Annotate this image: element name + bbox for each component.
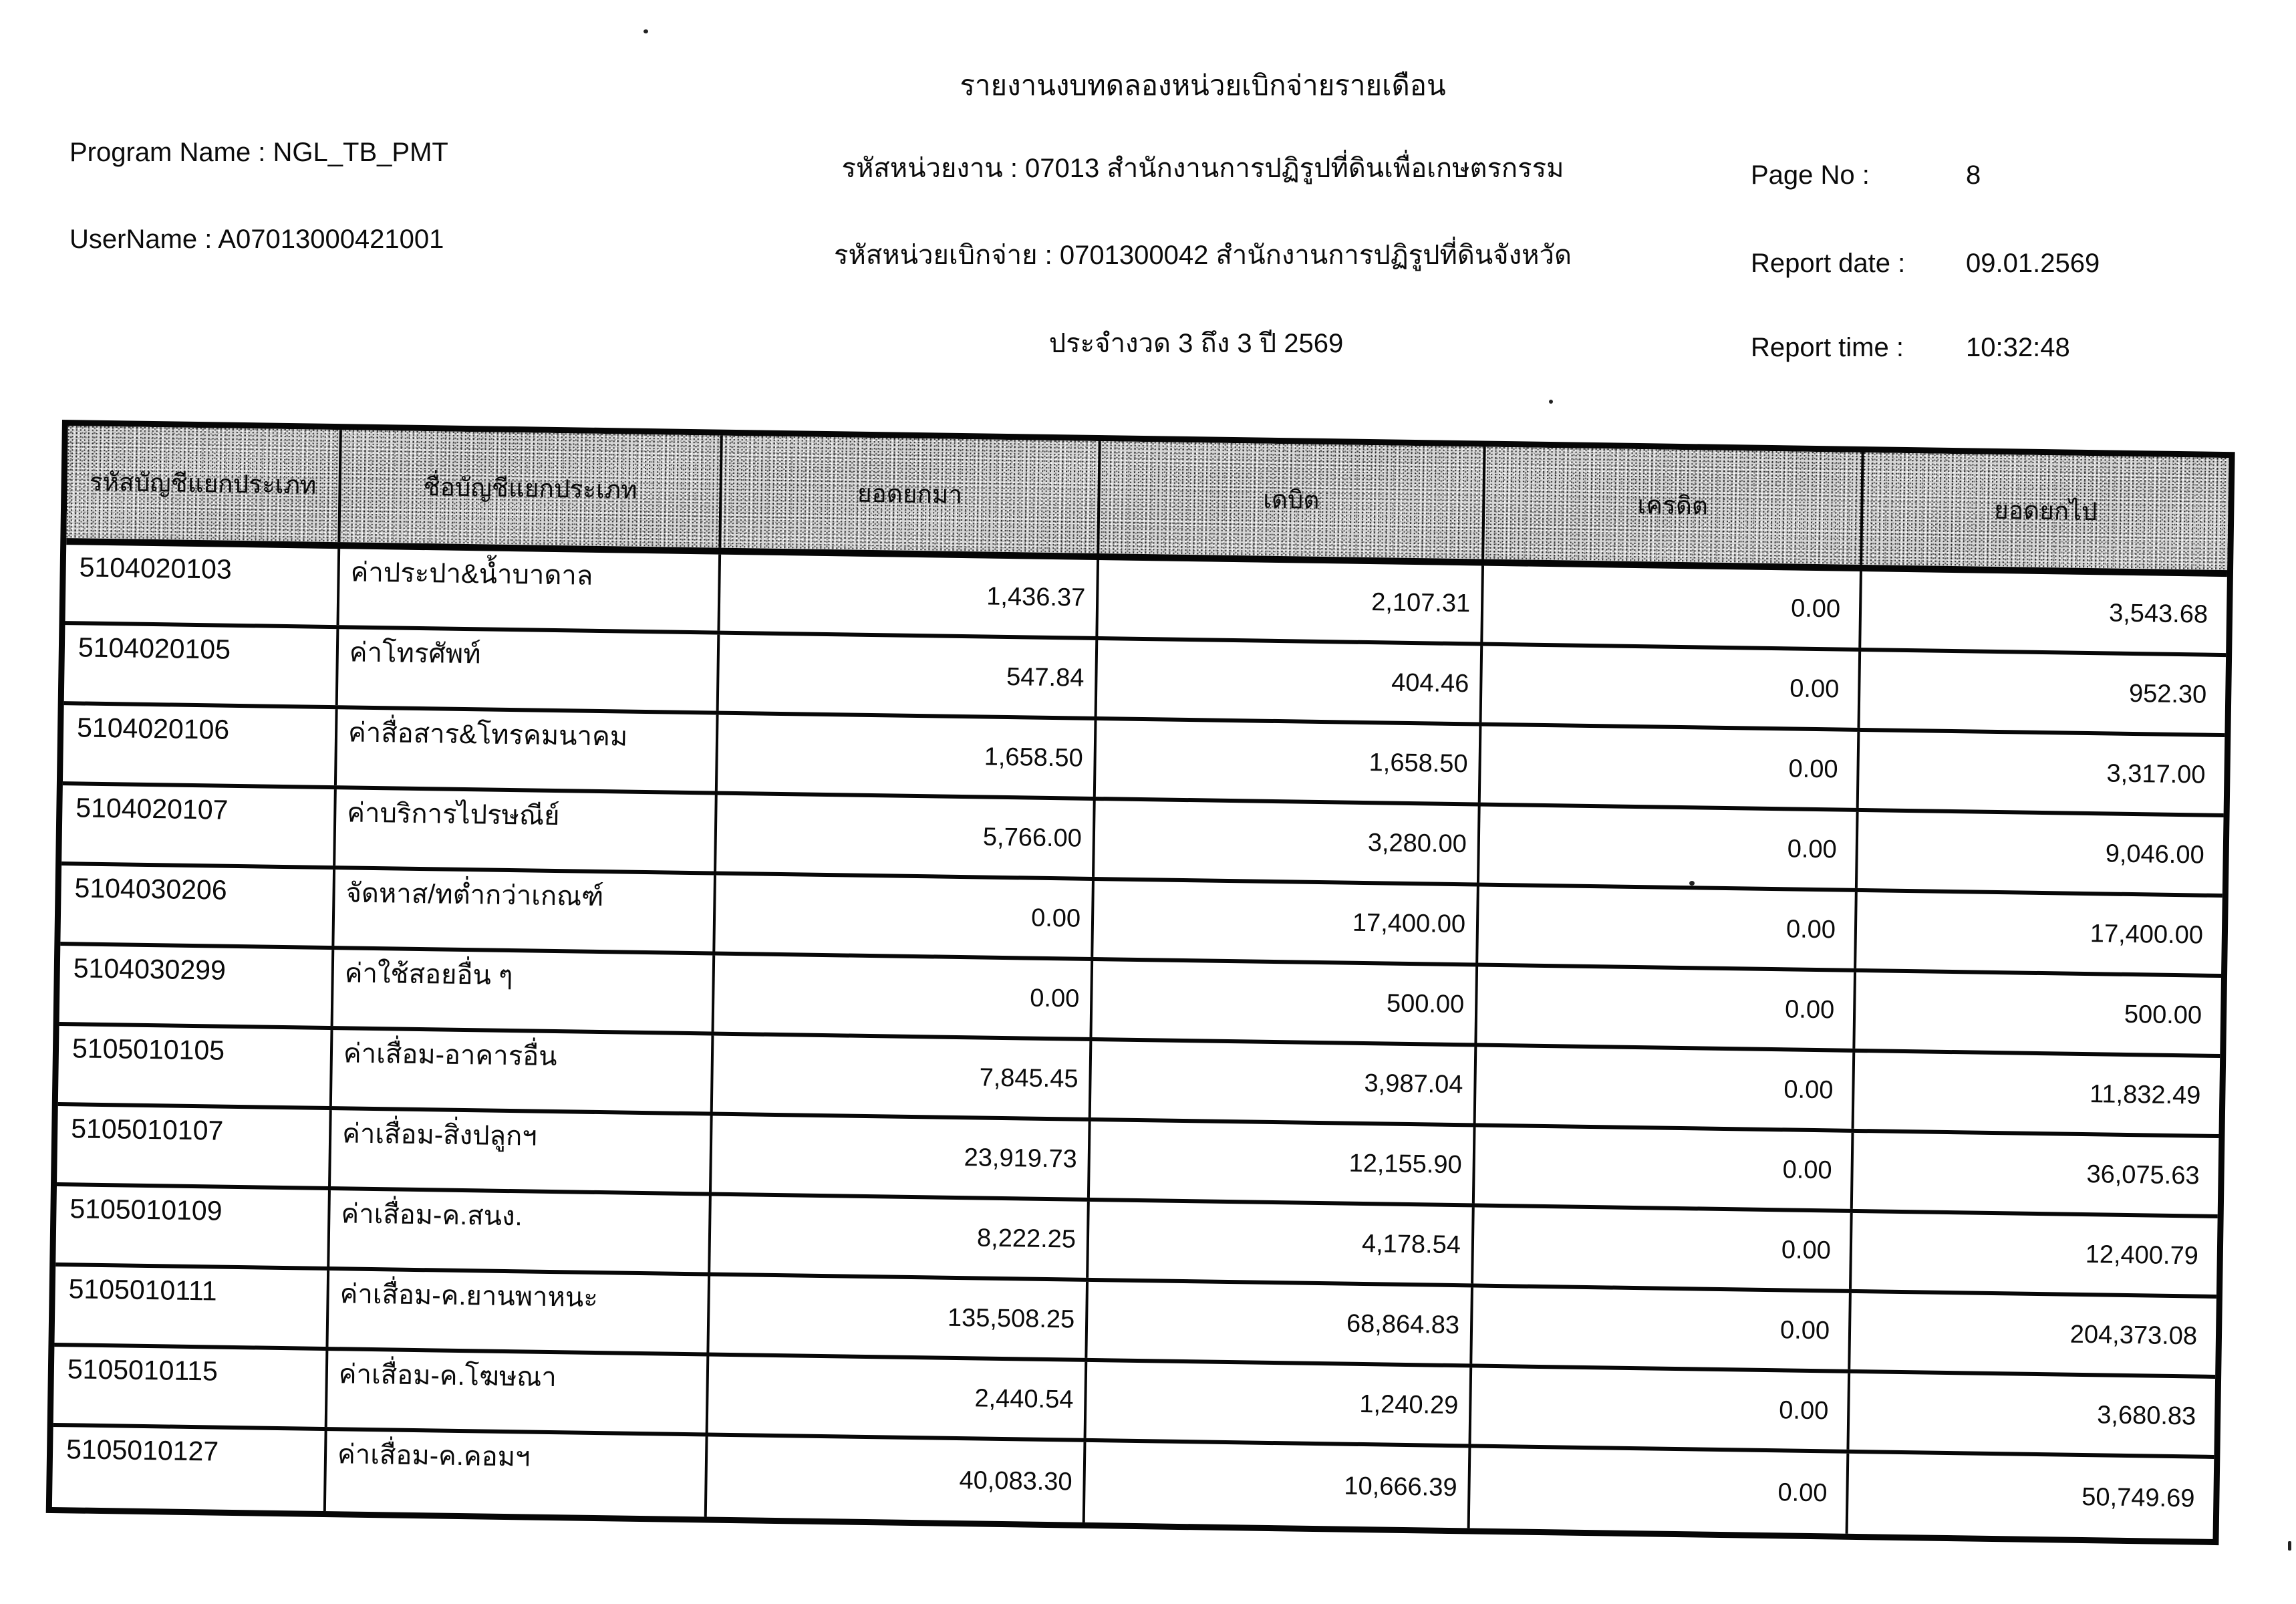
report-time-label: Report time : bbox=[1751, 333, 1904, 362]
account-code-cell: 5105010109 bbox=[55, 1186, 331, 1266]
account-name-cell: ค่าเสื่อม-ค.ยานพาหนะ bbox=[328, 1271, 710, 1352]
report-time-value: 10:32:48 bbox=[1966, 333, 2070, 362]
closing-balance-cell: 9,046.00 bbox=[2105, 839, 2205, 870]
agency-code-line: รหัสหน่วยงาน : 07013 สำนักงานการปฏิรูปที่ดินเพื่อเกษตรกรรม bbox=[841, 154, 1564, 183]
page-title: รายงานงบทดลองหน่วยเบิกจ่ายรายเดือน bbox=[960, 70, 1446, 101]
scan-artifact bbox=[1549, 400, 1553, 404]
credit-cell: 0.00 bbox=[1470, 1448, 1850, 1533]
opening-balance-cell: 5,766.00 bbox=[716, 795, 1096, 877]
debit-cell: 17,400.00 bbox=[1093, 881, 1479, 963]
account-code-cell: 5104030299 bbox=[59, 946, 335, 1026]
credit-cell: 0.00 bbox=[1472, 1287, 1852, 1369]
credit-cell: 0.00 bbox=[1475, 1127, 1854, 1208]
account-code-cell: 5104020105 bbox=[64, 625, 339, 705]
opening-balance-cell: 0.00 bbox=[715, 876, 1095, 957]
page-no-label: Page No : bbox=[1751, 160, 1870, 190]
debit-cell: 68,864.83 bbox=[1087, 1282, 1473, 1364]
report-date-label: Report date : bbox=[1751, 249, 1906, 278]
closing-balance-cell: 204,373.08 bbox=[2069, 1320, 2198, 1351]
scan-artifact bbox=[1689, 881, 1695, 886]
account-name-cell: ค่าโทรศัพท์ bbox=[338, 629, 720, 710]
account-code-cell: 5105010105 bbox=[58, 1026, 333, 1106]
debit-cell: 500.00 bbox=[1092, 961, 1478, 1043]
closing-balance-cell: 36,075.63 bbox=[2086, 1160, 2200, 1190]
col-header-debit: เดบิต bbox=[1099, 441, 1485, 559]
debit-cell: 2,107.31 bbox=[1098, 560, 1484, 642]
credit-cell: 0.00 bbox=[1473, 1207, 1853, 1289]
debit-cell: 4,178.54 bbox=[1089, 1202, 1475, 1284]
opening-balance-cell: 1,436.37 bbox=[720, 555, 1099, 636]
opening-balance-cell: 0.00 bbox=[714, 956, 1094, 1037]
account-code-cell: 5105010115 bbox=[53, 1347, 329, 1427]
report-date-value: 09.01.2569 bbox=[1966, 249, 2100, 278]
opening-balance-cell: 7,845.45 bbox=[713, 1036, 1093, 1117]
closing-balance-cell: 3,317.00 bbox=[2106, 759, 2206, 789]
credit-cell: 0.00 bbox=[1479, 807, 1859, 888]
username-line: UserName : A07013000421001 bbox=[69, 225, 444, 254]
credit-cell: 0.00 bbox=[1476, 1047, 1856, 1129]
closing-balance-cell: 12,400.79 bbox=[2085, 1240, 2199, 1271]
account-name-cell: ค่าประปา&น้ำบาดาล bbox=[339, 549, 721, 630]
closing-balance-cell: 11,832.49 bbox=[2089, 1079, 2201, 1110]
opening-balance-cell: 23,919.73 bbox=[712, 1116, 1091, 1198]
closing-balance-cell: 3,680.83 bbox=[2097, 1400, 2196, 1431]
trial-balance-table bbox=[46, 420, 2235, 1545]
debit-cell: 1,240.29 bbox=[1087, 1362, 1473, 1444]
debit-cell: 1,658.50 bbox=[1096, 720, 1482, 803]
opening-balance-cell: 135,508.25 bbox=[709, 1277, 1089, 1358]
opening-balance-cell: 40,083.30 bbox=[707, 1437, 1087, 1522]
account-name-cell: ค่าเสื่อม-ค.สนง. bbox=[329, 1190, 712, 1272]
credit-cell: 0.00 bbox=[1483, 566, 1862, 648]
scan-artifact bbox=[643, 29, 648, 33]
credit-cell: 0.00 bbox=[1477, 967, 1856, 1049]
account-code-cell: 5105010107 bbox=[57, 1106, 332, 1186]
account-code-cell: 5105010127 bbox=[52, 1427, 327, 1511]
page-no-value: 8 bbox=[1966, 160, 1981, 190]
program-name-line: Program Name : NGL_TB_PMT bbox=[69, 138, 448, 167]
debit-cell: 12,155.90 bbox=[1090, 1121, 1476, 1204]
credit-cell: 0.00 bbox=[1482, 646, 1862, 728]
account-code-cell: 5104020103 bbox=[65, 545, 341, 625]
closing-balance-cell: 952.30 bbox=[2128, 679, 2207, 709]
col-header-closing-balance: ยอดยกไป bbox=[1993, 497, 2098, 526]
account-code-cell: 5104020107 bbox=[61, 785, 337, 865]
col-header-account-code: รหัสบัญชีแยกประเภท bbox=[66, 426, 341, 542]
debit-cell: 10,666.39 bbox=[1085, 1442, 1471, 1528]
closing-balance-cell: 50,749.69 bbox=[2082, 1482, 2195, 1513]
account-code-cell: 5104030206 bbox=[60, 865, 335, 946]
account-name-cell: จัดหาส/ทต่ำกว่าเกณฑ์ bbox=[334, 870, 716, 951]
account-name-cell: ค่าเสื่อม-ค.คอมฯ bbox=[326, 1431, 708, 1516]
period-line: ประจำงวด 3 ถึง 3 ปี 2569 bbox=[1048, 329, 1344, 358]
col-header-account-name: ชื่อบัญชีแยกประเภท bbox=[340, 430, 722, 547]
credit-cell: 0.00 bbox=[1478, 887, 1858, 968]
account-name-cell: ค่าเสื่อม-อาคารอื่น bbox=[332, 1030, 714, 1111]
scan-artifact bbox=[2288, 1541, 2291, 1551]
debit-cell: 404.46 bbox=[1097, 640, 1483, 722]
opening-balance-cell: 547.84 bbox=[719, 635, 1099, 716]
account-code-cell: 5105010111 bbox=[55, 1266, 330, 1347]
closing-balance-cell: 17,400.00 bbox=[2090, 919, 2204, 950]
closing-balance-cell: 3,543.68 bbox=[2108, 598, 2208, 629]
opening-balance-cell: 2,440.54 bbox=[708, 1357, 1088, 1438]
debit-cell: 3,280.00 bbox=[1095, 801, 1481, 883]
account-code-cell: 5104020106 bbox=[63, 705, 338, 785]
debit-cell: 3,987.04 bbox=[1091, 1041, 1477, 1123]
disbursement-code-line: รหัสหน่วยเบิกจ่าย : 0701300042 สำนักงานการปฏิรูปที่ดินจังหวัด bbox=[834, 241, 1572, 270]
opening-balance-cell: 1,658.50 bbox=[718, 715, 1097, 797]
closing-balance-cell: 500.00 bbox=[2124, 1000, 2202, 1030]
opening-balance-cell: 8,222.25 bbox=[710, 1196, 1090, 1278]
account-name-cell: ค่าเสื่อม-ค.โฆษณา bbox=[327, 1351, 710, 1432]
account-name-cell: ค่าสื่อสาร&โทรคมนาคม bbox=[337, 709, 719, 791]
credit-cell: 0.00 bbox=[1471, 1367, 1850, 1449]
account-name-cell: ค่าบริการไปรษณีย์ bbox=[335, 789, 718, 871]
col-header-credit: เครดิต bbox=[1484, 447, 1864, 565]
col-header-opening-balance: ยอดยกมา bbox=[721, 436, 1101, 553]
account-name-cell: ค่าใช้สอยอื่น ๆ bbox=[333, 950, 716, 1031]
credit-cell: 0.00 bbox=[1481, 726, 1860, 808]
account-name-cell: ค่าเสื่อม-สิ่งปลูกฯ bbox=[331, 1110, 713, 1192]
